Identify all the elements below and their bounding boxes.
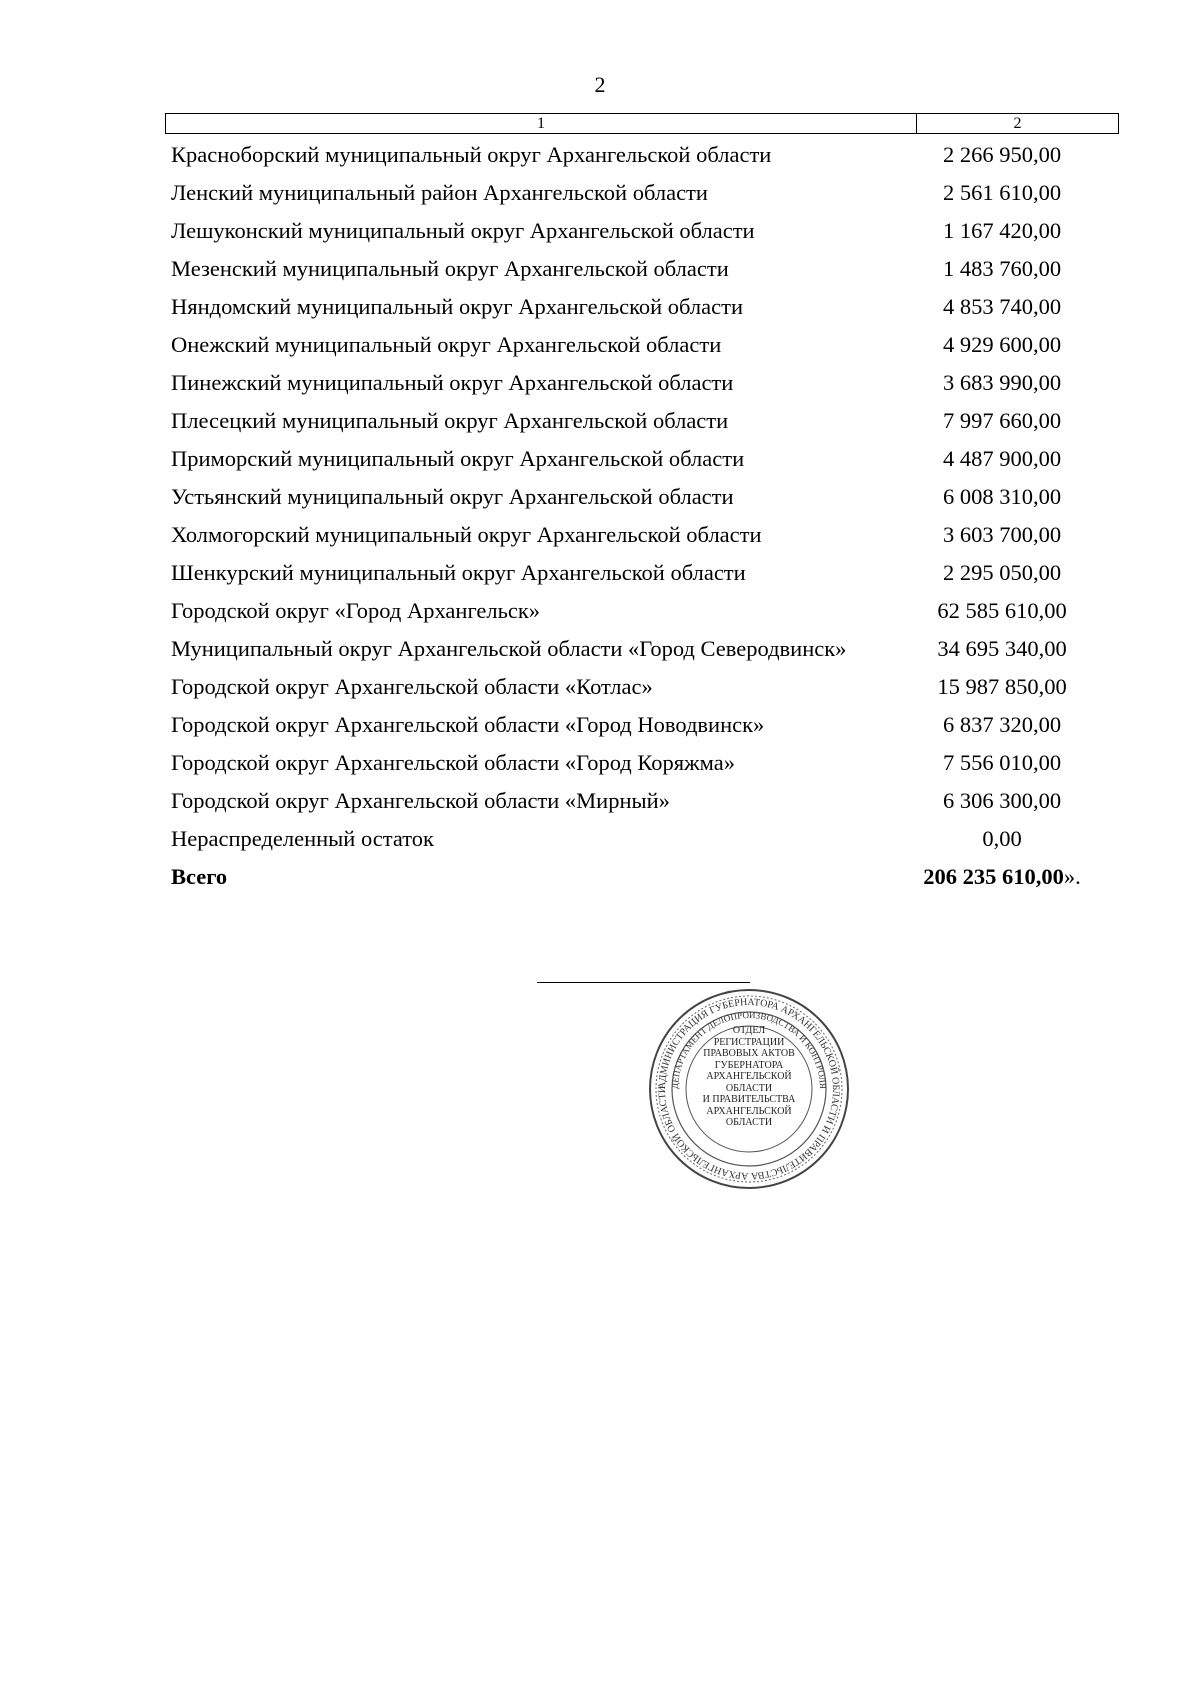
municipality-name: Приморский муниципальный округ Архангельской области <box>171 446 745 471</box>
amount-value: 4 487 900,00 <box>942 446 1062 471</box>
closing-rule <box>537 982 750 983</box>
table-row <box>171 250 1131 288</box>
stamp-line: ОБЛАСТИ <box>725 1082 773 1094</box>
stamp-center-text <box>645 1025 853 1129</box>
amount-value: 3 683 990,00 <box>942 370 1062 395</box>
total-label: Всего <box>171 864 228 889</box>
table-row <box>171 516 1131 554</box>
amount-value: 1 167 420,00 <box>942 218 1062 243</box>
amount-value: 4 853 740,00 <box>942 294 1062 319</box>
municipality-name: Ленский муниципальный район Архангельской области <box>171 180 708 205</box>
municipality-name: Плесецкий муниципальный округ Архангельской области <box>171 408 729 433</box>
closing-quote: ». <box>1063 864 1081 889</box>
municipality-name: Холмогорский муниципальный округ Архангельской области <box>171 522 762 547</box>
allocation-table <box>171 136 1131 896</box>
stamp-line: ГУБЕРНАТОРА <box>714 1059 784 1071</box>
amount-value: 7 556 010,00 <box>942 750 1062 775</box>
table-row <box>171 478 1131 516</box>
stamp-ring-text: АДМИНИСТРАЦИЯ ГУБЕРНАТОРА АРХАНГЕЛЬСКОЙ ОБЛАСТИ И ПРАВИТЕЛЬСТВА АРХАНГЕЛЬСКОЙ ОБЛАСТИ <box>656 996 842 1182</box>
amount-value: 6 306 300,00 <box>942 788 1062 813</box>
table-row <box>171 174 1131 212</box>
total-amount <box>906 864 1098 890</box>
amount-value: 2 266 950,00 <box>942 142 1062 167</box>
municipality-name: Городской округ «Город Архангельск» <box>171 598 541 623</box>
table-row <box>171 212 1131 250</box>
municipality-name: Городской округ Архангельской области «Котлас» <box>171 674 653 699</box>
municipality-name: Городской округ Архангельской области «Мирный» <box>171 788 670 813</box>
stamp-line: И ПРАВИТЕЛЬСТВА <box>702 1094 796 1105</box>
table-row <box>171 440 1131 478</box>
stamp-line: ОТДЕЛ <box>732 1025 766 1036</box>
page-number: 2 <box>594 72 606 97</box>
stamp-inner-ring-text: ДЕПАРТАМЕНТ ДЕЛОПРОИЗВОДСТВА И КОНТРОЛЯ <box>669 1009 829 1090</box>
municipality-name: Мезенский муниципальный округ Архангельской области <box>171 256 729 281</box>
municipality-name: Лешуконский муниципальный округ Архангельской области <box>171 218 755 243</box>
municipality-name: Муниципальный округ Архангельской области «Город Северодвинск» <box>171 636 847 661</box>
stamp-line: РЕГИСТРАЦИИ <box>713 1036 785 1048</box>
amount-value: 15 987 850,00 <box>937 674 1067 699</box>
municipality-name: Городской округ Архангельской области «Город Новодвинск» <box>171 712 765 737</box>
table-row <box>171 554 1131 592</box>
amount-value: 3 603 700,00 <box>942 522 1062 547</box>
table-row <box>171 782 1131 820</box>
stamp-line: ПРАВОВЫХ АКТОВ <box>703 1048 795 1059</box>
amount-value: 0,00 <box>982 826 1022 851</box>
amount-value: 2 561 610,00 <box>942 180 1062 205</box>
table-row <box>171 288 1131 326</box>
stamp-line: ОБЛАСТИ <box>725 1117 773 1128</box>
amount-value: 2 295 050,00 <box>942 560 1062 585</box>
municipality-name: Шенкурский муниципальный округ Архангельской области <box>171 560 746 585</box>
total-value: 206 235 610,00 <box>923 864 1064 889</box>
amount-value: 6 008 310,00 <box>942 484 1062 509</box>
table-row <box>171 706 1131 744</box>
table-row <box>171 364 1131 402</box>
municipality-name: Устьянский муниципальный округ Архангельской области <box>171 484 734 509</box>
table-row <box>171 326 1131 364</box>
column-header-1: 1 <box>166 114 917 133</box>
table-row <box>171 592 1131 630</box>
table-row <box>171 744 1131 782</box>
municipality-name: Нераспределенный остаток <box>171 826 434 851</box>
stamp-line: АРХАНГЕЛЬСКОЙ <box>706 1105 792 1117</box>
table-row <box>171 136 1131 174</box>
amount-value: 6 837 320,00 <box>942 712 1062 737</box>
amount-value: 4 929 600,00 <box>942 332 1062 357</box>
column-header-row <box>165 113 1119 134</box>
table-row <box>171 402 1131 440</box>
table-row <box>171 820 1131 858</box>
municipality-name: Красноборский муниципальный округ Архангельской области <box>171 142 772 167</box>
municipality-name: Онежский муниципальный округ Архангельской области <box>171 332 722 357</box>
amount-value: 7 997 660,00 <box>942 408 1062 433</box>
amount-value: 1 483 760,00 <box>942 256 1062 281</box>
municipality-name: Городской округ Архангельской области «Город Коряжма» <box>171 750 735 775</box>
amount-value: 62 585 610,00 <box>937 598 1067 623</box>
total-row <box>171 858 1131 896</box>
official-stamp <box>645 985 853 1193</box>
table-row <box>171 668 1131 706</box>
amount-value: 34 695 340,00 <box>937 636 1067 661</box>
stamp-line: АРХАНГЕЛЬСКОЙ <box>706 1071 792 1082</box>
municipality-name: Няндомский муниципальный округ Архангельской области <box>171 294 743 319</box>
column-header-2: 2 <box>1013 115 1022 132</box>
table-row <box>171 630 1131 668</box>
municipality-name: Пинежский муниципальный округ Архангельской области <box>171 370 734 395</box>
